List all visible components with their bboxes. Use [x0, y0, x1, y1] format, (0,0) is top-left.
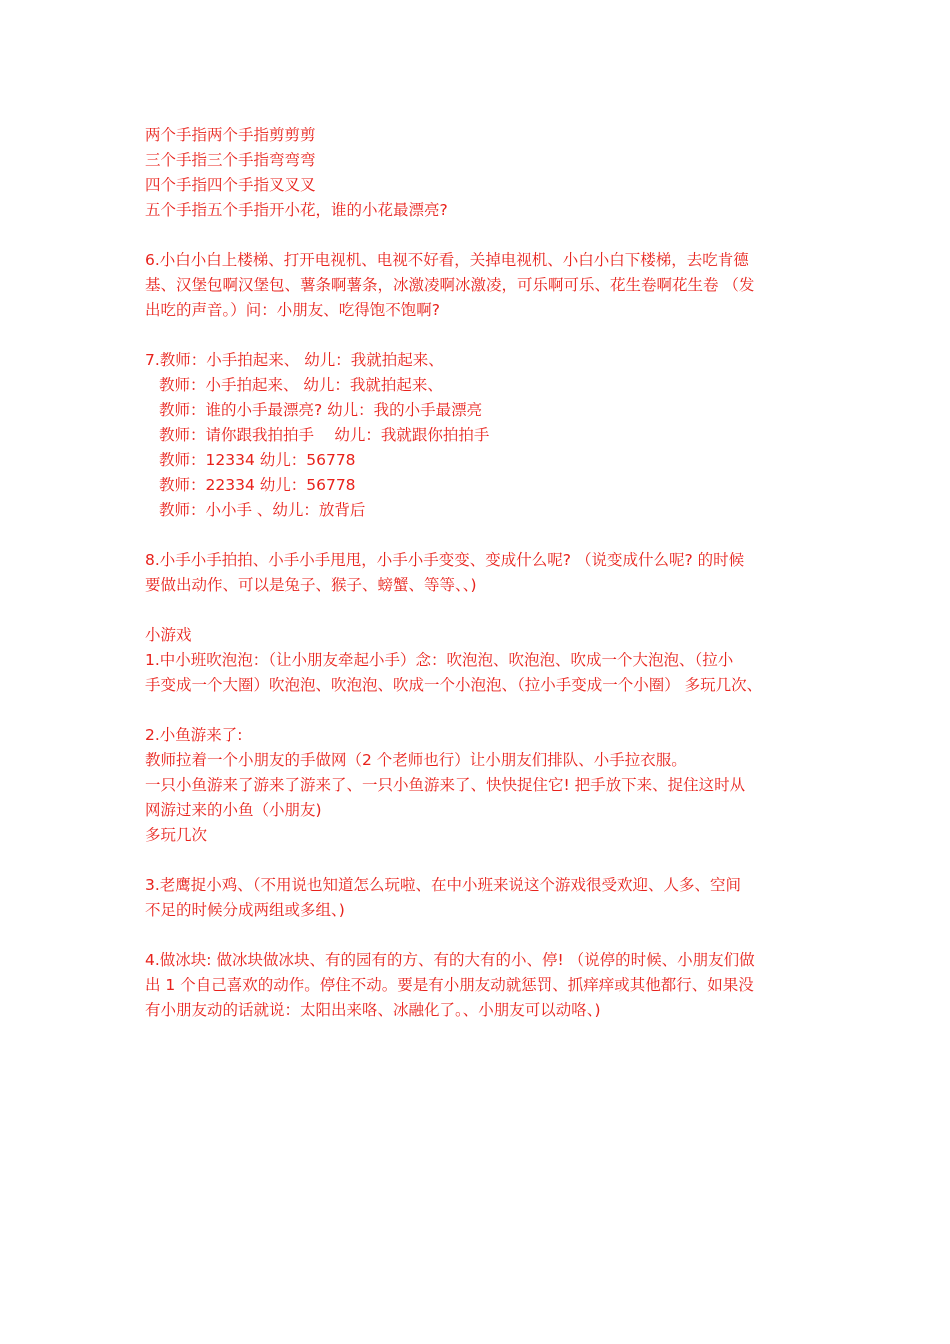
text-line: 教师：22334 幼儿：56778: [159, 476, 356, 494]
item-7: [145, 348, 810, 523]
text-line: 多玩几次: [145, 826, 208, 844]
spacer: [145, 323, 810, 348]
game-3: [145, 873, 810, 923]
text-line: 教师：12334 幼儿：56778: [159, 451, 356, 469]
spacer: [145, 523, 810, 548]
text-line: 要做出动作、可以是兔子、猴子、螃蟹、等等、、): [145, 576, 477, 594]
text-line: 教师：小手拍起来、 幼儿：我就拍起来、: [159, 376, 443, 394]
document-page: [145, 123, 810, 1023]
text-line: 8.小手小手拍拍、小手小手甩甩，小手小手变变、变成什么呢? （说变成什么呢? 的时候: [145, 551, 745, 569]
text-line: 教师拉着一个小朋友的手做网（2 个老师也行）让小朋友们排队、小手拉衣服。: [145, 751, 687, 769]
text-line: 教师：小小手 、幼儿：放背后: [159, 501, 366, 519]
text-line: 五个手指五个手指开小花，谁的小花最漂亮?: [145, 201, 448, 219]
game-4: [145, 948, 810, 1023]
spacer: [145, 598, 810, 623]
spacer: [145, 848, 810, 873]
text-line: 教师：请你跟我拍拍手 幼儿：我就跟你拍拍手: [159, 426, 490, 444]
section-heading: 小游戏: [145, 626, 192, 644]
game-2: [145, 723, 810, 848]
game-1: [145, 648, 810, 698]
text-line: 基、汉堡包啊汉堡包、薯条啊薯条，冰激凌啊冰激凌，可乐啊可乐、花生卷啊花生卷 （发: [145, 276, 755, 294]
text-line: 教师：谁的小手最漂亮? 幼儿：我的小手最漂亮: [159, 401, 483, 419]
text-line: 手变成一个大圈）吹泡泡、吹泡泡、吹成一个小泡泡、（拉小手变成一个小圈） 多玩几次、: [145, 676, 763, 694]
text-line: 出吃的声音。）问：小朋友、吃得饱不饱啊?: [145, 301, 440, 319]
item-8: [145, 548, 810, 598]
item-6: [145, 248, 810, 323]
finger-rhyme: [145, 123, 810, 223]
text-line: 四个手指四个手指叉叉叉: [145, 176, 316, 194]
text-line: 1.中小班吹泡泡：（让小朋友牵起小手）念：吹泡泡、吹泡泡、吹成一个大泡泡、（拉小: [145, 651, 734, 669]
text-line: 有小朋友动的话就说：太阳出来咯、冰融化了。、小朋友可以动咯、): [145, 1001, 601, 1019]
spacer: [145, 923, 810, 948]
text-line: 6.小白小白上楼梯、打开电视机、电视不好看，关掉电视机、小白小白下楼梯，去吃肯德: [145, 251, 749, 269]
text-line: 三个手指三个手指弯弯弯: [145, 151, 316, 169]
text-line: 不足的时候分成两组或多组、): [145, 901, 345, 919]
spacer: [145, 698, 810, 723]
text-line: 7.教师：小手拍起来、 幼儿：我就拍起来、: [145, 351, 444, 369]
spacer: [145, 223, 810, 248]
text-line: 网游过来的小鱼（小朋友): [145, 801, 322, 819]
text-line: 3.老鹰捉小鸡、（不用说也知道怎么玩啦、在中小班来说这个游戏很受欢迎、人多、空间: [145, 876, 742, 894]
games-section: [145, 623, 810, 1023]
text-line: 一只小鱼游来了游来了游来了、一只小鱼游来了、快快捉住它! 把手放下来、捉住这时从: [145, 776, 746, 794]
text-line: 4.做冰块: 做冰块做冰块、有的园有的方、有的大有的小、停! （说停的时候、小朋友们做: [145, 951, 755, 969]
text-line: 出 1 个自己喜欢的动作。停住不动。要是有小朋友动就惩罚、抓痒痒或其他都行、如果没: [145, 976, 754, 994]
text-line: 2.小鱼游来了:: [145, 726, 243, 744]
text-line: 两个手指两个手指剪剪剪: [145, 126, 316, 144]
